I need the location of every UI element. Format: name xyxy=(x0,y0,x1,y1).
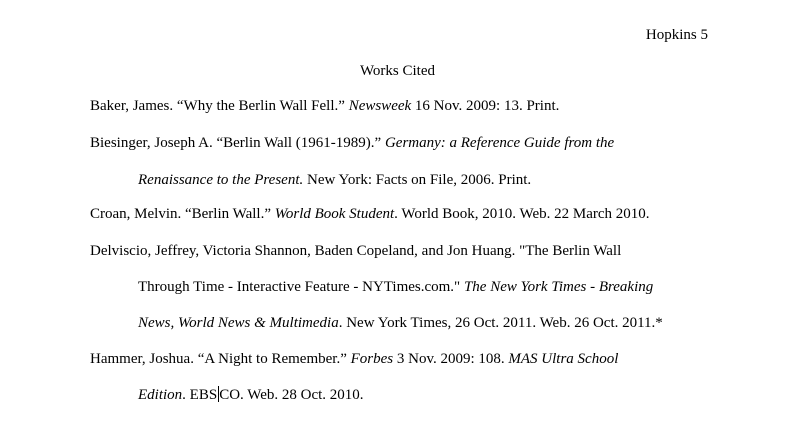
citation-text: Croan, Melvin. “Berlin Wall.” xyxy=(90,206,275,222)
citation-line xyxy=(90,97,559,115)
citation-italic: The New York Times - Breaking xyxy=(463,279,654,295)
citation-line xyxy=(90,205,650,223)
citation-line xyxy=(90,242,621,260)
citation-text: Biesinger, Joseph A. “Berlin Wall (1961-1989).” xyxy=(90,135,385,151)
citation-italic: Forbes xyxy=(350,351,394,367)
citation-text: Baker, James. “Why the Berlin Wall Fell.” xyxy=(90,98,349,114)
citation-italic: Newsweek xyxy=(348,98,412,114)
citation-text: . World Book, 2010. Web. 22 March 2010. xyxy=(394,206,650,222)
page-title: Works Cited xyxy=(359,63,436,79)
citation-italic: World Book Student xyxy=(274,206,395,222)
citation-italic: MAS Ultra School xyxy=(508,351,619,367)
citation-text: . New York Times, 26 Oct. 2011. Web. 26 Oct. 2011.* xyxy=(338,315,663,331)
citation-text: Hammer, Joshua. “A Night to Remember.” xyxy=(90,351,351,367)
citation-text: . EBS xyxy=(182,387,218,403)
citation-text: 16 Nov. 2009: 13. Print. xyxy=(411,98,560,114)
citation-line xyxy=(90,350,618,368)
citation-italic: Germany: a Reference Guide from the xyxy=(384,135,615,151)
citation-line-indent xyxy=(138,314,663,332)
citation-text: Through Time - Interactive Feature - NYTimes.com." xyxy=(138,279,464,295)
citation-line-indent xyxy=(138,386,364,404)
running-head: Hopkins 5 xyxy=(645,27,708,43)
citation-italic: News, World News & Multimedia xyxy=(138,315,339,331)
citation-italic: Edition xyxy=(138,387,183,403)
citation-text: 3 Nov. 2009: 108. xyxy=(393,351,509,367)
citation-line xyxy=(90,134,614,152)
citation-line-indent xyxy=(138,171,531,189)
citation-italic: Renaissance to the Present. xyxy=(138,172,304,188)
citation-line-indent xyxy=(138,278,653,296)
citation-text: New York: Facts on File, 2006. Print. xyxy=(303,172,532,188)
citation-text: CO. Web. 28 Oct. 2010. xyxy=(219,387,364,403)
citation-text: Delviscio, Jeffrey, Victoria Shannon, Baden Copeland, and Jon Huang. "The Berlin Wall xyxy=(90,243,622,259)
